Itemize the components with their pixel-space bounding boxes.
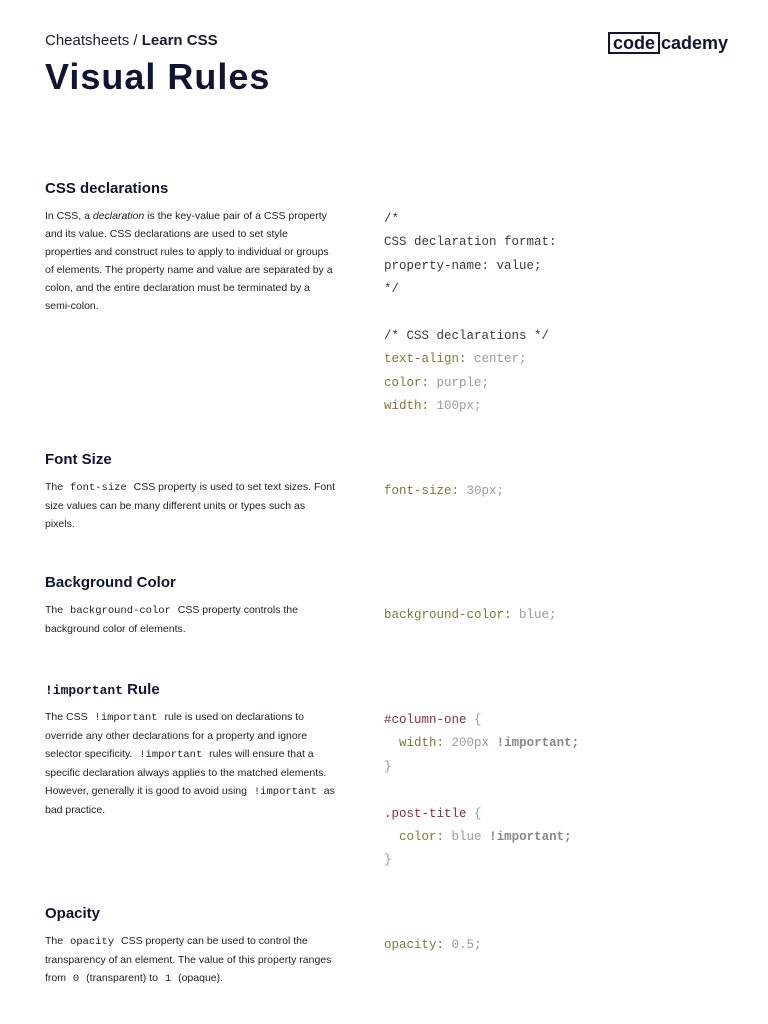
- code-block-opacity: opacity: 0.5;: [384, 938, 482, 952]
- desc-text: (transparent) to: [83, 972, 161, 984]
- inline-code: 1: [164, 973, 172, 985]
- inline-code: !important: [253, 786, 317, 798]
- inline-code: font-size: [70, 482, 127, 494]
- desc-text: rule is used on declarations to override any other declarations for a property and ignore selector specificity.: [45, 711, 308, 760]
- code-block-background-color: background-color: blue;: [384, 608, 557, 622]
- code-important: !important;: [489, 830, 572, 845]
- code-property: color: [399, 830, 437, 845]
- code-property: width: [384, 399, 422, 414]
- section-description: [45, 708, 335, 819]
- code-block-font-size: font-size: 30px;: [384, 484, 505, 498]
- code-comment: /*: [384, 212, 400, 226]
- code-selector: .post-title: [384, 806, 467, 821]
- code-comment: /* CSS declarations */: [384, 329, 550, 344]
- desc-text: The: [45, 604, 67, 616]
- breadcrumb-root-link[interactable]: Cheatsheets: [45, 32, 130, 49]
- code-property: opacity: [384, 938, 437, 952]
- section-font-size: [45, 451, 335, 533]
- desc-text: CSS property controls the background color of elements.: [45, 604, 298, 635]
- logo-rest-text: cademy: [661, 32, 729, 53]
- desc-text: The: [45, 935, 67, 947]
- code-brace: }: [384, 759, 392, 774]
- page-title: Visual Rules: [45, 56, 271, 97]
- code-block-css-declarations: /* CSS declaration format: property-name: value; */ /* CSS declarations */ text-align: center; color: purple; width: 100px;: [384, 212, 557, 414]
- section-opacity: [45, 905, 335, 988]
- codecademy-logo[interactable]: [608, 32, 728, 54]
- desc-text: as bad practice.: [45, 785, 335, 816]
- code-property: font-size: [384, 484, 452, 498]
- section-description: [45, 207, 335, 315]
- code-value: 30px;: [466, 484, 505, 498]
- code-value: purple;: [436, 375, 490, 390]
- code-block-important-rule: #column-one { width: 200px !important; } .post-title { color: blue !important; }: [384, 713, 580, 868]
- code-important: !important;: [496, 736, 580, 751]
- code-brace: {: [474, 806, 482, 821]
- inline-code: !important: [94, 712, 158, 724]
- desc-text: In CSS, a: [45, 210, 93, 222]
- section-heading: Font Size: [45, 451, 112, 468]
- code-value: blue: [451, 830, 482, 845]
- breadcrumb-separator: /: [129, 32, 142, 49]
- code-comment: CSS declaration format:: [384, 235, 557, 250]
- inline-code: background-color: [70, 605, 171, 617]
- code-value: center;: [474, 352, 527, 367]
- breadcrumb-current-link[interactable]: Learn CSS: [141, 32, 218, 49]
- desc-emphasis: declaration: [92, 210, 145, 222]
- section-background-color: [45, 574, 335, 638]
- logo-box-text: code: [608, 32, 660, 54]
- code-selector: #column-one: [384, 713, 467, 727]
- section-heading: CSS declarations: [45, 180, 169, 197]
- desc-text: CSS property is used to set text sizes. Font size values can be many different units or types such as pixels.: [45, 481, 335, 530]
- desc-text: The: [45, 481, 67, 493]
- code-brace: }: [384, 853, 392, 868]
- code-property: background-color: [384, 608, 505, 622]
- code-value: blue;: [519, 608, 557, 622]
- section-important-rule: [45, 681, 335, 819]
- section-description: [45, 601, 335, 638]
- inline-code: !important: [139, 749, 203, 761]
- code-comment: */: [384, 282, 400, 297]
- breadcrumb: [45, 32, 218, 49]
- desc-text: rules will ensure that a specific declaration always applies to the matched elements. However, generally it is good to avoid using: [45, 748, 327, 797]
- desc-text: CSS property can be used to control the transparency of an element. The value of this property ranges from: [45, 935, 332, 984]
- code-brace: {: [474, 713, 482, 727]
- code-comment: property-name: value;: [384, 258, 542, 273]
- code-value: 200px: [451, 736, 490, 751]
- desc-text: (opaque).: [175, 972, 224, 984]
- section-css-declarations: [45, 180, 335, 315]
- section-heading: [45, 681, 335, 698]
- section-heading: Opacity: [45, 905, 101, 922]
- code-property: text-align: [384, 352, 460, 367]
- code-property: width: [399, 736, 437, 751]
- code-property: color: [384, 375, 422, 390]
- heading-code: !important: [45, 683, 124, 698]
- inline-code: 0: [72, 973, 80, 985]
- section-description: [45, 932, 335, 988]
- inline-code: opacity: [70, 936, 115, 948]
- heading-text: Rule: [123, 681, 160, 698]
- section-heading: Background Color: [45, 574, 176, 591]
- section-description: [45, 478, 335, 533]
- code-value: 100px;: [436, 399, 482, 414]
- desc-text: is the key-value pair of a CSS property and its value. CSS declarations are used to set style properties and construct rules to apply to individual or groups of elements. The property name and value are separated by a colon, and the entire declaration must be terminated by a semi-colon.: [45, 210, 333, 312]
- code-value: 0.5;: [451, 938, 482, 952]
- desc-text: The CSS: [45, 711, 91, 723]
